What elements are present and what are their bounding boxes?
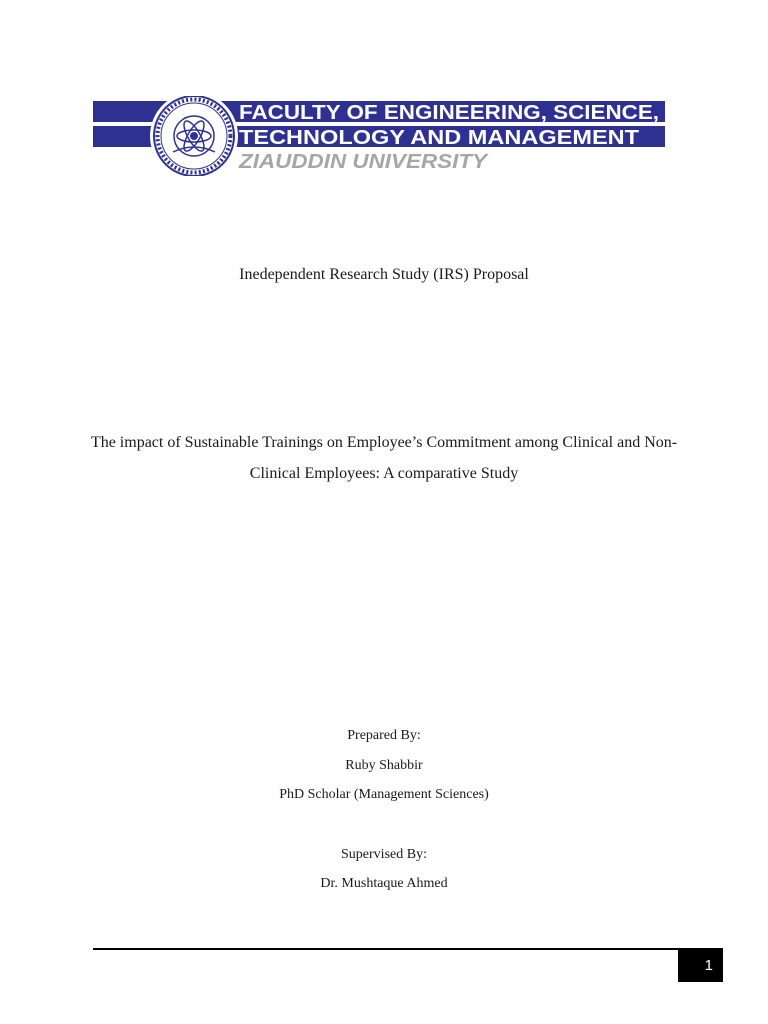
university-name: ZIAUDDIN UNIVERSITY (237, 151, 489, 173)
author-role: PhD Scholar (Management Sciences) (279, 787, 489, 802)
supervisor-name: Dr. Mushtaque Ahmed (320, 876, 448, 891)
study-title: The impact of Sustainable Trainings on Employee’s Commitment among Clinical and Non-Clinical Employees: A comparative Study (90, 434, 678, 482)
banner-line-1: FACULTY OF ENGINEERING, SCIENCE, (239, 102, 659, 124)
supervised-by-label: Supervised By: (341, 847, 427, 862)
page-number: 1 (678, 950, 723, 982)
faculty-banner-logo (93, 96, 665, 176)
proposal-label: Inedependent Research Study (IRS) Proposal (239, 266, 529, 283)
footer-divider (93, 948, 723, 950)
university-seal-icon (154, 96, 234, 176)
banner-line-2: TECHNOLOGY AND MANAGEMENT (239, 127, 639, 149)
prepared-by-label: Prepared By: (347, 728, 421, 743)
author-name: Ruby Shabbir (345, 758, 423, 773)
